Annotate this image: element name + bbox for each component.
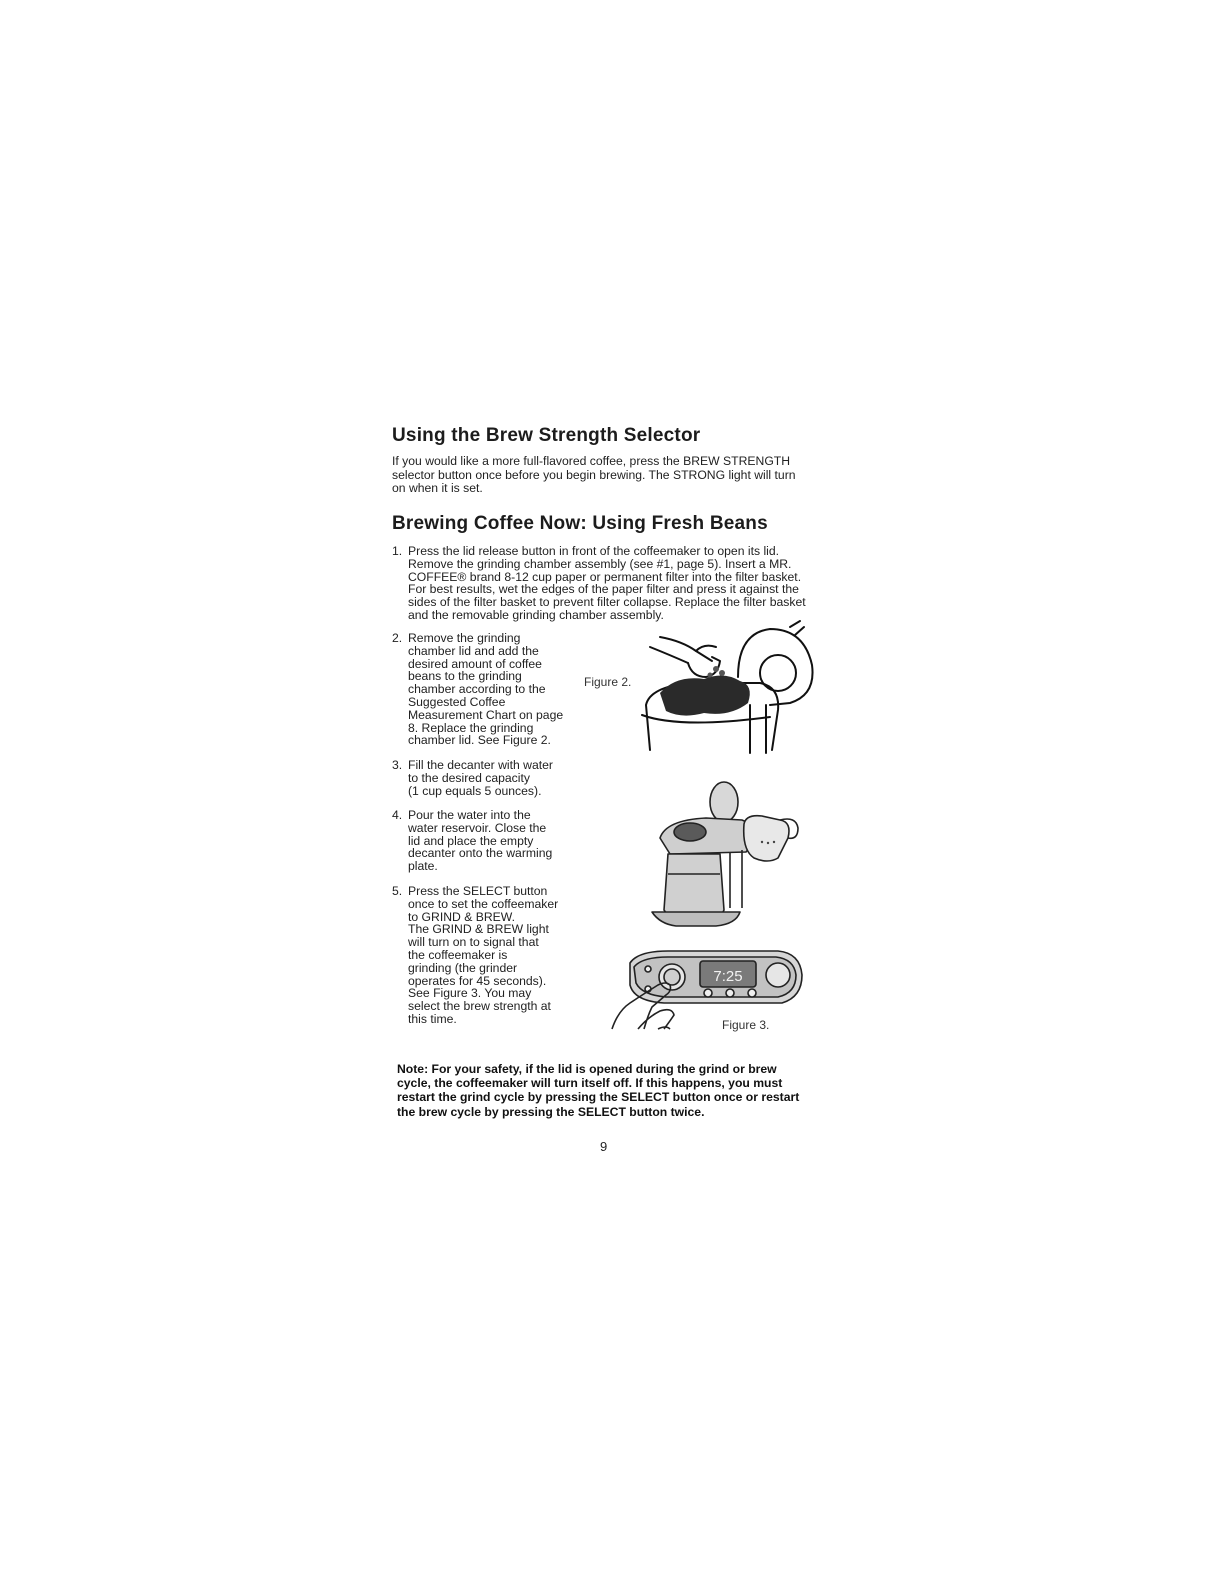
step-text — [408, 545, 806, 622]
step-line: 8. Replace the grinding — [408, 720, 534, 735]
step-line: Fill the decanter with water — [408, 758, 553, 772]
coffeemaker-decanter-illustration — [646, 778, 806, 933]
step-line: Remove the grinding chamber assembly (see #1, page 5). Insert a MR. — [408, 556, 792, 571]
step-number: 4. — [392, 808, 403, 822]
step-line: Suggested Coffee — [408, 694, 506, 709]
step-line: beans to the grinding — [408, 669, 522, 684]
step-line: chamber lid. See Figure 2. — [408, 733, 551, 748]
step-number: 2. — [392, 631, 403, 645]
step-line: See Figure 3. You may — [408, 986, 532, 1001]
step-line: to GRIND & BREW. — [408, 909, 515, 924]
step-number: 3. — [392, 758, 403, 772]
step-line: plate. — [408, 859, 438, 874]
step-number: 1. — [392, 544, 403, 558]
step-line: select the brew strength at — [408, 999, 551, 1014]
brew-strength-body — [392, 455, 832, 496]
step-2 — [392, 632, 582, 752]
step-line: the coffeemaker is — [408, 947, 508, 962]
brew-strength-heading: Using the Brew Strength Selector — [392, 425, 701, 446]
step-line: will turn on to signal that — [408, 935, 539, 950]
step-text — [408, 809, 552, 873]
step-4 — [392, 809, 582, 875]
note-line: restart the grind cycle by pressing the SELECT button once or restart — [397, 1090, 800, 1105]
brewing-fresh-beans-heading: Brewing Coffee Now: Using Fresh Beans — [392, 513, 768, 534]
step-line: COFFEE® brand 8-12 cup paper or permanent filter into the filter basket. — [408, 569, 802, 584]
note-line: cycle, the coffeemaker will turn itself off. If this happens, you must — [397, 1076, 783, 1091]
step-number: 5. — [392, 884, 403, 898]
step-line: (1 cup equals 5 ounces). — [408, 783, 542, 798]
page-number: 9 — [600, 1139, 608, 1154]
step-line: Remove the grinding — [408, 631, 521, 645]
step-line: operates for 45 seconds). — [408, 973, 547, 988]
step-line: water reservoir. Close the — [408, 820, 547, 835]
step-text — [408, 759, 553, 797]
body-line: on when it is set. — [392, 481, 483, 496]
step-line: desired amount of coffee — [408, 656, 542, 671]
safety-note — [397, 1062, 837, 1119]
step-line: Press the lid release button in front of the coffeemaker to open its lid. — [408, 544, 780, 558]
step-line: The GRIND & BREW light — [408, 922, 549, 937]
step-5 — [392, 885, 582, 1030]
step-line: lid and place the empty — [408, 833, 534, 848]
step-line: grinding (the grinder — [408, 960, 518, 975]
step-line: to the desired capacity — [408, 770, 530, 785]
step-line: chamber lid and add the — [408, 643, 539, 658]
step-text — [408, 885, 558, 1026]
step-line: Press the SELECT button — [408, 884, 548, 898]
step-line: For best results, wet the edges of the paper filter and press it against the — [408, 582, 799, 597]
step-line: decanter onto the warming — [408, 846, 553, 861]
step-line: this time. — [408, 1011, 457, 1026]
step-line: Pour the water into the — [408, 808, 531, 822]
note-line: Note: For your safety, if the lid is opened during the grind or brew — [397, 1062, 777, 1076]
figure-3-control-panel — [608, 945, 808, 1030]
figure-2-illustration — [620, 625, 820, 755]
step-line: chamber according to the — [408, 682, 546, 697]
figure-2-label: Figure 2. — [584, 675, 632, 689]
step-3 — [392, 759, 582, 799]
step-line: and the removable grinding chamber assembly. — [408, 607, 664, 622]
step-text — [408, 632, 563, 747]
step-line: Measurement Chart on page — [408, 707, 564, 722]
body-line: If you would like a more full-flavored coffee, press the BREW STRENGTH — [392, 454, 791, 468]
note-line: the brew cycle by pressing the SELECT button twice. — [397, 1104, 705, 1119]
step-1 — [392, 545, 832, 625]
figure-3-label: Figure 3. — [722, 1018, 770, 1032]
step-line: sides of the filter basket to prevent filter collapse. Replace the filter basket — [408, 595, 806, 610]
display-time: 7:25 — [713, 968, 743, 985]
step-line: once to set the coffeemaker — [408, 896, 559, 911]
body-line: selector button once before you begin brewing. The STRONG light will turn — [392, 467, 796, 482]
